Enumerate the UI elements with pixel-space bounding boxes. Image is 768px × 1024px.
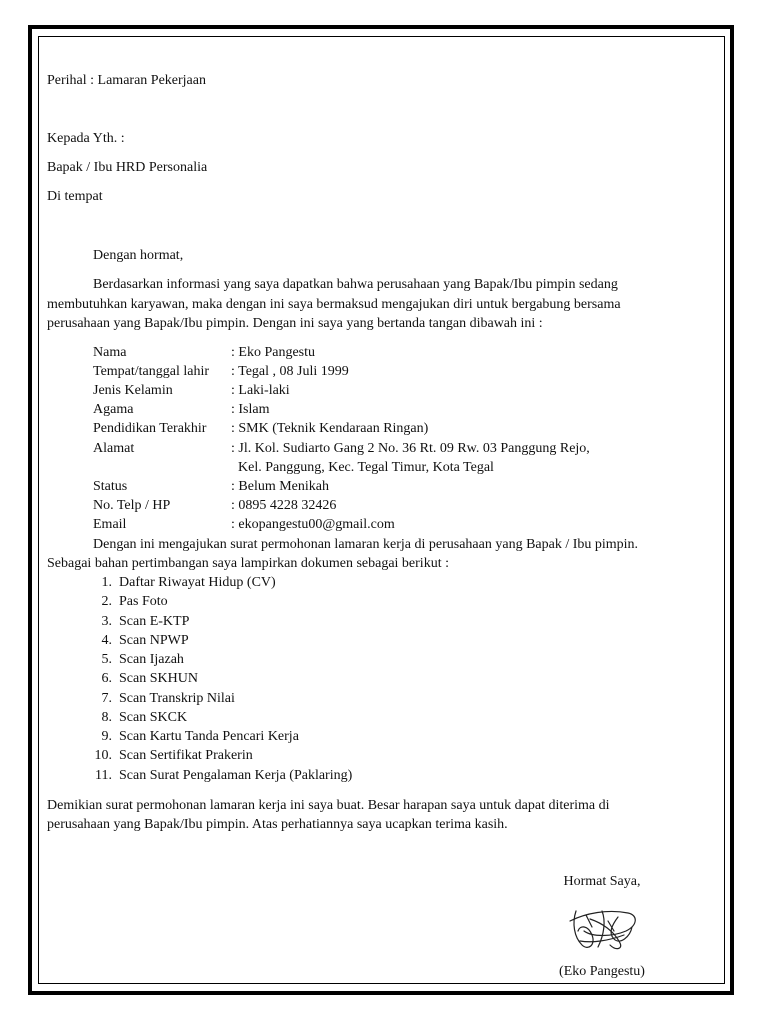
list-item-number: 2. — [101, 594, 112, 609]
recipient-location: Di tempat — [47, 189, 103, 204]
recipient-name: Bapak / Ibu HRD Personalia — [47, 160, 208, 175]
addressee-heading: Kepada Yth. : — [47, 131, 125, 146]
identity-label: Alamat — [93, 441, 135, 456]
salutation: Dengan hormat, — [93, 248, 184, 263]
identity-value-continued: Kel. Panggung, Kec. Tegal Timur, Kota Tegal — [231, 460, 494, 475]
identity-label: No. Telp / HP — [93, 498, 171, 513]
identity-label: Nama — [93, 345, 127, 360]
identity-label: Email — [93, 517, 127, 532]
identity-label: Status — [93, 479, 128, 494]
list-item: Scan NPWP — [119, 633, 189, 648]
list-item: Scan Kartu Tanda Pencari Kerja — [119, 729, 299, 744]
identity-value: : ekopangestu00@gmail.com — [231, 517, 395, 532]
intro-line-1: Berdasarkan informasi yang saya dapatkan bahwa perusahaan yang Bapak/Ibu pimpin sedang — [93, 277, 618, 292]
list-item: Daftar Riwayat Hidup (CV) — [119, 575, 276, 590]
list-item: Scan Surat Pengalaman Kerja (Paklaring) — [119, 768, 353, 783]
signer-name: (Eko Pangestu) — [559, 964, 645, 979]
handwritten-signature — [562, 901, 642, 953]
application-line-1: Dengan ini mengajukan surat permohonan lamaran kerja di perusahaan yang Bapak / Ibu pimpin. — [93, 537, 639, 552]
list-item: Scan Ijazah — [119, 652, 184, 667]
identity-label: Pendidikan Terakhir — [93, 421, 207, 436]
signature-block — [542, 873, 662, 981]
list-item-number: 11. — [95, 768, 112, 783]
list-item-number: 10. — [94, 748, 112, 763]
list-item: Scan SKCK — [119, 710, 188, 725]
list-item: Scan Sertifikat Prakerin — [119, 748, 253, 763]
list-item-number: 4. — [101, 633, 112, 648]
closing-line-2: perusahaan yang Bapak/Ibu pimpin. Atas perhatiannya saya ucapkan terima kasih. — [47, 817, 508, 832]
list-item-number: 6. — [101, 671, 112, 686]
list-item: Scan E-KTP — [119, 614, 190, 629]
list-item-number: 3. — [101, 614, 112, 629]
identity-value: : SMK (Teknik Kendaraan Ringan) — [231, 421, 429, 436]
list-item: Pas Foto — [119, 594, 168, 609]
subject-line: Perihal : Lamaran Pekerjaan — [47, 73, 206, 88]
identity-value: : Tegal , 08 Juli 1999 — [231, 364, 349, 379]
list-item: Scan Transkrip Nilai — [119, 691, 235, 706]
identity-value: : 0895 4228 32426 — [231, 498, 337, 513]
closing-line-1: Demikian surat permohonan lamaran kerja ini saya buat. Besar harapan saya untuk dapat diterima di — [47, 798, 610, 813]
list-item-number: 8. — [101, 710, 112, 725]
intro-line-3: perusahaan yang Bapak/Ibu pimpin. Dengan ini saya yang bertanda tangan dibawah ini : — [47, 316, 543, 331]
identity-label: Tempat/tanggal lahir — [93, 364, 210, 379]
application-line-2: Sebagai bahan pertimbangan saya lampirkan dokumen sebagai berikut : — [47, 556, 449, 571]
identity-label: Agama — [93, 402, 134, 417]
list-item-number: 1. — [101, 575, 112, 590]
identity-value: : Laki-laki — [231, 383, 290, 398]
identity-value: : Islam — [231, 402, 270, 417]
identity-label: Jenis Kelamin — [93, 383, 173, 398]
identity-value: : Belum Menikah — [231, 479, 329, 494]
list-item: Scan SKHUN — [119, 671, 198, 686]
sign-greeting: Hormat Saya, — [563, 874, 641, 889]
identity-value: : Eko Pangestu — [231, 345, 315, 360]
intro-line-2: membutuhkan karyawan, maka dengan ini saya bermaksud mengajukan diri untuk bergabung bersama — [47, 297, 621, 312]
list-item-number: 5. — [101, 652, 112, 667]
list-item-number: 7. — [101, 691, 112, 706]
list-item-number: 9. — [101, 729, 112, 744]
identity-value: : Jl. Kol. Sudiarto Gang 2 No. 36 Rt. 09 Rw. 03 Panggung Rejo, — [231, 441, 590, 456]
